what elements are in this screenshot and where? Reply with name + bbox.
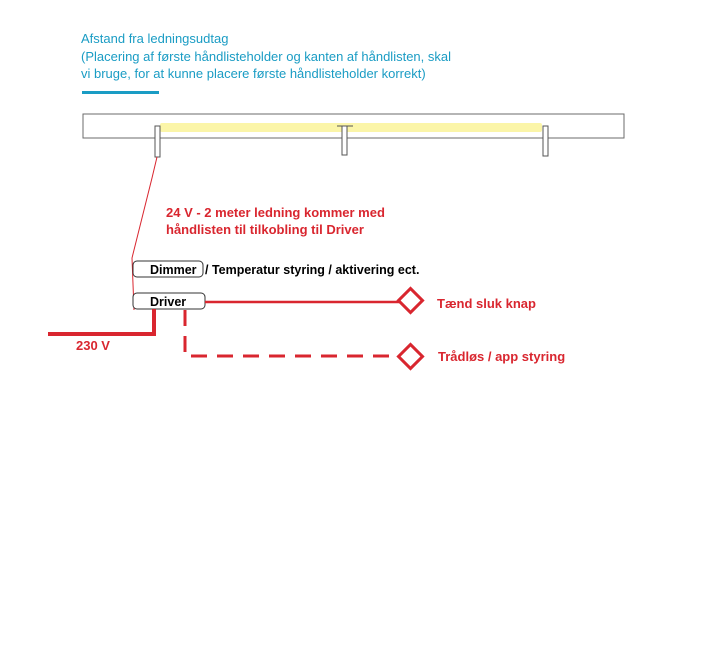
distance-title: Afstand fra ledningsudtag <box>81 31 229 46</box>
led-strip <box>160 123 542 132</box>
distance-indicator-bar <box>82 91 159 94</box>
driver-label: Driver <box>150 295 187 309</box>
cable-note-line1: 24 V - 2 meter ledning kommer med <box>166 205 385 220</box>
handrail-holder-2 <box>342 126 347 155</box>
cable-note-line2: håndlisten til tilkobling til Driver <box>166 222 364 237</box>
handrail-holder-1 <box>155 126 160 157</box>
handrail-holder-3 <box>543 126 548 156</box>
distance-description-line2: vi bruge, for at kunne placere første håndlisteholder korrekt) <box>81 66 426 81</box>
dimmer-label: Dimmer <box>150 263 197 277</box>
dimmer-description: / Temperatur styring / aktivering ect. <box>205 263 420 277</box>
switch-label: Tænd sluk knap <box>437 296 536 311</box>
supply-label: 230 V <box>76 338 110 353</box>
wireless-label: Trådløs / app styring <box>438 349 566 364</box>
distance-description-line1: (Placering af første håndlisteholder og kanten af håndlisten, skal <box>81 49 451 64</box>
